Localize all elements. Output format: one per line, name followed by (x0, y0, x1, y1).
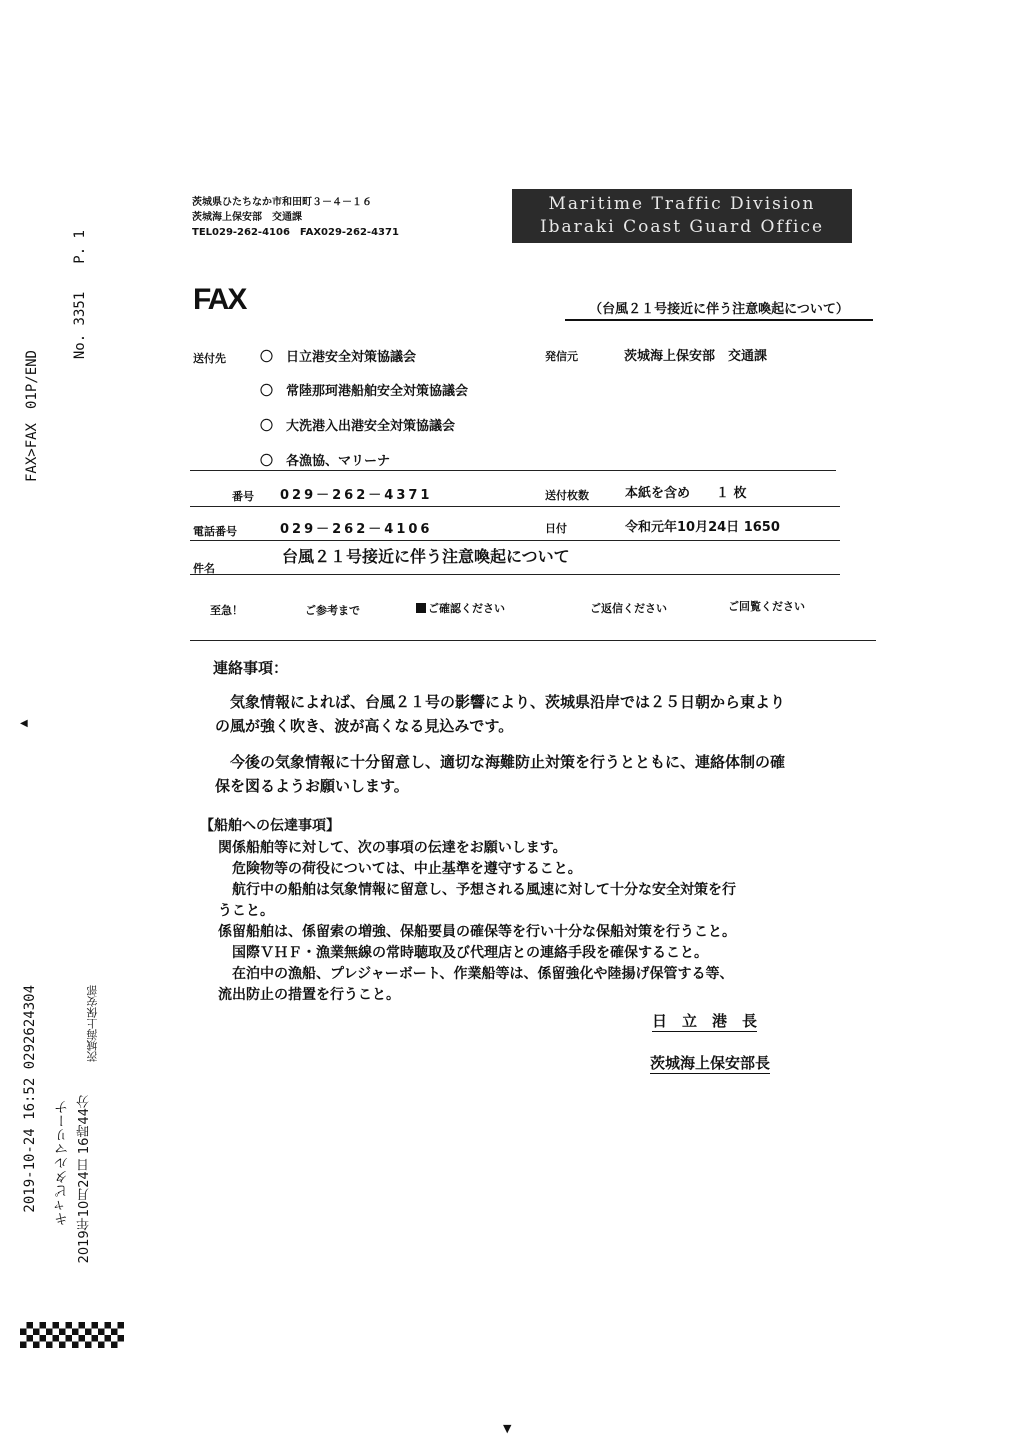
to-label: 送付先 (193, 352, 226, 365)
fax-no-label: 番号 (232, 490, 254, 503)
check-urgent: 至急！ (210, 604, 243, 617)
para1-line1: 気象情報によれば、台風２１号の影響により、茨城県沿岸では２５日朝から東より (230, 693, 786, 711)
subject-header: （台風２１号接近に伴う注意喚起について） (565, 298, 873, 321)
division-banner (512, 189, 852, 243)
margin-timestamp: 2019-10-24 16:52 0292624304 (22, 985, 38, 1213)
recipient-3: 〇 大洗港入出港安全対策協議会 (260, 419, 456, 434)
divider-4 (190, 574, 840, 575)
from-label: 発信元 (545, 350, 578, 363)
ship-line: 国際ＶＨＦ・漁業無線の常時聴取及び代理店との連絡手段を確保すること。 (218, 945, 708, 961)
divider-1 (190, 470, 836, 471)
margin-arrow-icon: ◀ (20, 718, 28, 729)
recipient-1: 〇 日立港安全対策協議会 (260, 350, 417, 365)
ship-line: 危険物等の荷役については、中止基準を遵守すること。 (218, 861, 582, 877)
signature-ibaraki-chief: 茨城海上保安部長 (650, 1054, 771, 1072)
divider-3 (190, 540, 840, 541)
ship-instructions (218, 838, 888, 1006)
pages-value: 本紙を含め １ 枚 (625, 486, 747, 501)
checker-pattern (20, 1322, 124, 1348)
ship-line: うこと。 (218, 903, 274, 919)
fax-no-value: 029－262－4371 (280, 488, 433, 503)
from-value: 茨城海上保安部 交通課 (624, 349, 768, 364)
date-value: 令和元年10月24日 1650 (625, 520, 780, 535)
recipient-2: 〇 常陸那珂港船舶安全対策協議会 (260, 384, 469, 399)
divider-2 (190, 506, 840, 507)
check-reply: ご返信ください (590, 602, 667, 615)
date-label: 日付 (545, 522, 567, 535)
margin-received: 2019年10月24日 16時44分 (77, 1095, 92, 1264)
sender-tel-fax: TEL029-262-4106 FAX029-262-4371 (192, 227, 399, 238)
margin-received-by: 茨城海上保安部 (86, 985, 99, 1062)
para2-line1: 今後の気象情報に十分留意し、適切な海難防止対策を行うとともに、連絡体制の確 (230, 753, 786, 771)
signature-hitachi-port: 日 立 港 長 (652, 1012, 758, 1030)
bottom-arrow-icon: ▼ (503, 1422, 512, 1435)
ship-line: 航行中の船舶は気象情報に留意し、予想される風速に対して十分な安全対策を行 (218, 882, 736, 898)
ship-line: 在泊中の漁船、プレジャーボート、作業船等は、係留強化や陸揚げ保管する等、 (218, 966, 734, 982)
ship-line: 関係船舶等に対して、次の事項の伝達をお願いします。 (218, 840, 567, 856)
fax-logo: FAX (193, 283, 246, 316)
pages-label: 送付枚数 (545, 489, 589, 502)
subject-label: 件名 (193, 562, 215, 575)
divider-5 (190, 640, 876, 641)
check-confirm-label: ご確認ください (428, 602, 505, 615)
ship-line: 流出防止の措置を行うこと。 (218, 987, 400, 1003)
check-confirm (416, 600, 505, 616)
subject-value: 台風２１号接近に伴う注意喚起について (282, 547, 570, 566)
division-line1: Maritime Traffic Division (548, 194, 816, 214)
para1-line2: の風が強く吹き、波が高くなる見込みです。 (215, 717, 514, 735)
sender-office: 茨城海上保安部 交通課 (192, 212, 302, 223)
phone-label: 電話番号 (193, 525, 237, 538)
para2-line2: 保を図るようお願いします。 (215, 777, 409, 795)
body-paragraph-2 (215, 750, 885, 798)
margin-sender-kana: キャピタルマリーナ (54, 1100, 70, 1226)
recipient-4: 〇 各漁協、マリーナ (260, 454, 391, 469)
phone-value: 029－262－4106 (280, 522, 433, 537)
ship-line: 係留船舶は、係留索の増強、保船要員の確保等を行い十分な保船対策を行うこと。 (218, 924, 736, 940)
check-circulate: ご回覧ください (728, 600, 805, 613)
body-paragraph-1 (215, 690, 885, 738)
body-heading: 連絡事項： (213, 659, 289, 677)
checked-box-icon (416, 603, 426, 613)
ship-heading: 【船舶への伝達事項】 (200, 818, 340, 834)
margin-fax-end: FAX>FAX 01P/END (24, 350, 40, 483)
sender-address: 茨城県ひたちなか市和田町３－４－１６ (192, 197, 372, 208)
margin-number-page: No. 3351 P. 1 (72, 230, 88, 360)
check-reference: ご参考まで (305, 604, 360, 617)
division-line2: Ibaraki Coast Guard Office (539, 217, 825, 237)
sender-address-block (192, 195, 399, 240)
